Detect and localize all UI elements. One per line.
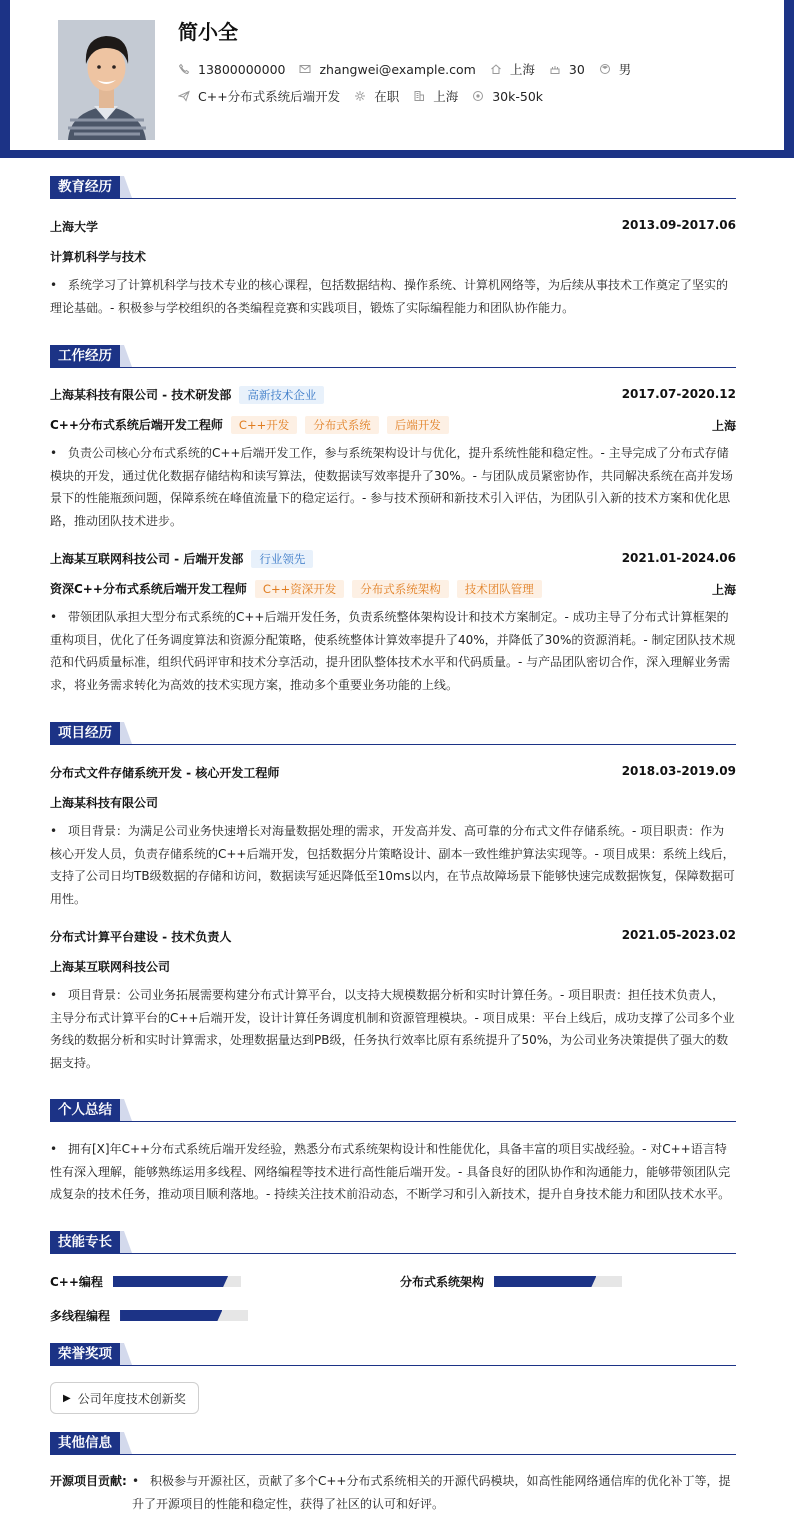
work-description: • 带领团队承担大型分布式系统的C++后端开发任务，负责系统整体架构设计和技术方案制定。- 成功主导了分布式计算框架的重构项目，优化了任务调度算法和资源分配策略，使系统整体计算效率提升了40%，并降低了30%的资源消耗。- 制定团队技术规范和代码质量标准，组织代码评审和技术分享活动，提升团队整体技术水平和代码质量。- 与产品团队密切合作，深入理解业务需求，将业务需求转化为高效的技术实现方案，推动多个重要业务功能的上线。	[50, 610, 736, 692]
project-row	[50, 764, 736, 781]
skill-tag: 后端开发	[387, 416, 449, 434]
email-item	[299, 62, 475, 77]
work-company-row	[50, 550, 736, 568]
work-company: 上海某科技有限公司 - 技术研发部	[50, 388, 232, 402]
phone-icon	[178, 63, 190, 75]
header-border-left	[0, 0, 10, 152]
job-title: 资深C++分布式系统后端开发工程师	[50, 582, 247, 596]
title-tail-decoration	[120, 1231, 132, 1253]
title-tail-decoration	[120, 1432, 132, 1454]
phone-item	[178, 62, 285, 77]
skill-name: 分布式系统架构	[400, 1275, 485, 1289]
award-name: 公司年度技术创新奖	[77, 1391, 186, 1406]
skill-item	[50, 1307, 248, 1324]
target-city: 上海	[433, 89, 459, 104]
header-border-bottom	[0, 150, 794, 158]
cake-icon	[549, 63, 561, 75]
section-education	[50, 176, 736, 199]
section-other	[50, 1432, 736, 1455]
job-status: 在职	[374, 89, 400, 104]
other-label: 开源项目贡献:	[50, 1474, 127, 1488]
edu-school-row	[50, 218, 736, 235]
award-item[interactable]	[50, 1382, 199, 1414]
project-description-text: 项目背景：为满足公司业务快速增长对海量数据处理的需求，开发高并发、高可靠的分布式文件存储系统。- 项目职责：作为核心开发人员，负责存储系统的C++后端开发，包括数据分片策略设计、副本一致性维护算法实现等。- 项目成果：系统上线后，支持了公司日均TB级数据的存储和访问，数据读写延迟降低至10ms以内，在节点故障场景下能够快速完成数据恢复，保障数据可用性。	[50, 824, 735, 906]
edu-period: 2013.09-2017.06	[621, 218, 736, 232]
work-period: 2017.07-2020.12	[621, 387, 736, 401]
title-tail-decoration	[120, 1099, 132, 1121]
gender-value: 男	[618, 62, 632, 77]
summary-text-block: • 拥有[X]年C++分布式系统后端开发经验，熟悉分布式系统架构设计和性能优化，具备丰富的项目实战经验。- 对C++语言特性有深入理解，能够熟练运用多线程、网络编程等技术进行高性能后端开发。- 具备良好的团队协作和沟通能力，能够带领团队完成复杂的技术任务，推动项目顺利落地。- 持续关注技术前沿动态，不断学习和引入新技术，提升自身技术能力和团队技术水平。	[50, 1142, 731, 1201]
gender-icon	[599, 63, 611, 75]
work-description: • 负责公司核心分布式系统的C++后端开发工作，参与系统架构设计与优化，提升系统性能和稳定性。- 主导完成了分布式存储模块的开发，通过优化数据存储结构和读写算法，使数据读写效率提升了30%。- 与团队成员紧密协作，共同解决系统在高并发场景下的性能瓶颈问题，保障系统在峰值流量下的稳定运行。- 参与技术预研和新技术引入评估，为团队引入新的技术方案和优化思路，推动团队技术进步。	[50, 446, 733, 528]
gear-icon	[354, 90, 366, 102]
resume-header	[10, 0, 784, 150]
project-name: 分布式计算平台建设 - 技术负责人	[50, 930, 232, 944]
edu-description: • 系统学习了计算机科学与技术专业的核心课程，包括数据结构、操作系统、计算机网络等，为后续从事技术工作奠定了坚实的理论基础。- 积极参与学校组织的各类编程竞赛和实践项目，锻炼了实际编程能力和团队协作能力。	[50, 278, 729, 315]
summary-text: 拥有[X]年C++分布式系统后端开发经验，熟悉分布式系统架构设计和性能优化，具备丰富的项目实战经验。- 对C++语言特性有深入理解，能够熟练运用多线程、网络编程等技术进行高性能后端开发。- 具备良好的团队协作和沟通能力，能够带领团队完成复杂的技术任务，推动项目顺利落地。- 持续关注技术前沿动态，不断学习和引入新技术，提升自身技术能力和团队技术水平。	[50, 1142, 731, 1201]
section-summary	[50, 1099, 736, 1122]
home-icon	[490, 63, 502, 75]
status-item	[354, 87, 399, 105]
target-position-item	[178, 87, 340, 105]
project-description: • 项目背景：公司业务拓展需要构建分布式计算平台，以支持大规模数据分析和实时计算任务。- 项目职责：担任技术负责人，主导分布式计算平台的C++后端开发，设计计算任务调度机制和资源管理模块。- 项目成果：平台上线后，成功支撑了公司多个业务线的数据分析和实时计算需求，处理数据量达到PB级，任务执行效率比原有系统提升了50%，为公司业务决策提供了强大的数据支持。	[50, 988, 735, 1070]
skill-tag: 分布式系统	[305, 416, 379, 434]
skill-item	[400, 1273, 622, 1290]
project-name: 分布式文件存储系统开发 - 核心开发工程师	[50, 766, 280, 780]
school-name: 上海大学	[50, 220, 99, 234]
skill-level-fill	[120, 1310, 222, 1321]
title-tail-decoration	[120, 176, 132, 198]
project-period: 2021.05-2023.02	[621, 928, 736, 942]
project-company: 上海某互联网科技公司	[50, 960, 171, 974]
title-tail-decoration	[120, 345, 132, 367]
company-tag: 行业领先	[251, 550, 313, 568]
section-title: 技能专长	[50, 1231, 120, 1253]
skill-tag: 分布式系统架构	[352, 580, 449, 598]
edu-major: 计算机科学与技术	[50, 250, 147, 264]
salary-item	[472, 89, 543, 104]
skill-name: 多线程编程	[50, 1309, 111, 1323]
title-tail-decoration	[120, 1343, 132, 1365]
project-company: 上海某科技有限公司	[50, 796, 159, 810]
company-tag: 高新技术企业	[239, 386, 324, 404]
section-projects	[50, 722, 736, 745]
target-position: C++分布式系统后端开发	[198, 89, 341, 104]
section-skills	[50, 1231, 736, 1254]
phone-number: 13800000000	[198, 61, 286, 77]
header-border-right	[784, 0, 794, 152]
send-icon	[178, 90, 190, 102]
section-title: 项目经历	[50, 722, 120, 744]
contact-row	[178, 60, 645, 78]
work-title-row	[50, 580, 736, 598]
section-title: 荣誉奖项	[50, 1343, 120, 1365]
skill-tag: 技术团队管理	[457, 580, 542, 598]
section-title: 教育经历	[50, 176, 120, 198]
age-item	[549, 62, 585, 77]
work-description-text: 负责公司核心分布式系统的C++后端开发工作，参与系统架构设计与优化，提升系统性能和稳定性。- 主导完成了分布式存储模块的开发，通过优化数据存储结构和读写算法，使数据读写效率提升了30%。- 与团队成员紧密协作，共同解决系统在高并发场景下的性能瓶颈问题，保障系统在峰值流量下的稳定运行。- 参与技术预研和新技术引入评估，为团队引入新的技术方案和优化思路，推动团队技术进步。	[50, 446, 733, 528]
section-title: 个人总结	[50, 1099, 120, 1121]
work-company: 上海某互联网科技公司 - 后端开发部	[50, 552, 244, 566]
skill-level-fill	[113, 1276, 228, 1287]
candidate-name: 简小全	[178, 20, 238, 44]
mail-icon	[299, 63, 311, 75]
project-description-text: 项目背景：公司业务拓展需要构建分布式计算平台，以支持大规模数据分析和实时计算任务。- 项目职责：担任技术负责人，主导分布式计算平台的C++后端开发，设计计算任务调度机制和资源管理模块。- 项目成果：平台上线后，成功支撑了公司多个业务线的数据分析和实时计算需求，处理数据量达到PB级，任务执行效率比原有系统提升了50%，为公司业务决策提供了强大的数据支持。	[50, 988, 735, 1070]
building-icon	[413, 90, 425, 102]
section-honors	[50, 1343, 736, 1366]
city-value: 上海	[509, 62, 535, 77]
section-work	[50, 345, 736, 368]
work-company-row	[50, 386, 736, 404]
job-title: C++分布式系统后端开发工程师	[50, 418, 223, 432]
skill-item	[50, 1273, 241, 1290]
skill-tag: C++资深开发	[255, 580, 344, 598]
email-address: zhangwei@example.com	[319, 61, 476, 77]
project-period: 2018.03-2019.09	[621, 764, 736, 778]
edu-description-text: 系统学习了计算机科学与技术专业的核心课程，包括数据结构、操作系统、计算机网络等，为后续从事技术工作奠定了坚实的理论基础。- 积极参与学校组织的各类编程竞赛和实践项目，锻炼了实际编程能力和团队协作能力。	[50, 278, 729, 315]
skill-level-fill	[494, 1276, 596, 1287]
gender-item	[599, 60, 632, 78]
title-tail-decoration	[120, 722, 132, 744]
salary-expectation: 30k-50k	[492, 88, 544, 104]
work-period: 2021.01-2024.06	[621, 551, 736, 565]
project-description: • 项目背景：为满足公司业务快速增长对海量数据处理的需求，开发高并发、高可靠的分布式文件存储系统。- 项目职责：作为核心开发人员，负责存储系统的C++后端开发，包括数据分片策略设计、副本一致性维护算法实现等。- 项目成果：系统上线后，支持了公司日均TB级数据的存储和访问，数据读写延迟降低至10ms以内，在节点故障场景下能够快速完成数据恢复，保障数据可用性。	[50, 824, 735, 906]
work-title-row	[50, 416, 736, 434]
city-item	[490, 60, 535, 78]
coin-icon	[472, 90, 484, 102]
work-location: 上海	[711, 583, 736, 597]
work-description-text: 带领团队承担大型分布式系统的C++后端开发任务，负责系统整体架构设计和技术方案制定。- 成功主导了分布式计算框架的重构项目，优化了任务调度算法和资源分配策略，使系统整体计算效率提升了40%，并降低了30%的资源消耗。- 制定团队技术规范和代码质量标准，组织代码评审和技术分享活动，提升团队整体技术水平和代码质量。- 与产品团队密切合作，深入理解业务需求，将业务需求转化为高效的技术实现方案，推动多个重要业务功能的上线。	[50, 610, 736, 692]
job-intent-row	[178, 87, 557, 105]
skill-name: C++编程	[50, 1275, 103, 1289]
section-title: 其他信息	[50, 1432, 120, 1454]
other-text-block: • 积极参与开源社区，贡献了多个C++分布式系统相关的开源代码模块，如高性能网络通信库的优化补丁等，提升了开源项目的性能和稳定性，获得了社区的认可和好评。	[132, 1474, 731, 1511]
avatar	[58, 20, 155, 140]
work-location: 上海	[711, 419, 736, 433]
skill-level-bar	[494, 1276, 622, 1287]
age-value: 30	[568, 61, 585, 77]
skill-level-bar	[113, 1276, 241, 1287]
project-row	[50, 928, 736, 945]
other-text: 积极参与开源社区，贡献了多个C++分布式系统相关的开源代码模块，如高性能网络通信库的优化补丁等，提升了开源项目的性能和稳定性，获得了社区的认可和好评。	[132, 1474, 731, 1511]
target-city-item	[413, 87, 458, 105]
section-title: 工作经历	[50, 345, 120, 367]
play-triangle-icon: ▶	[63, 1392, 71, 1404]
skill-tag: C++开发	[231, 416, 297, 434]
skill-level-bar	[120, 1310, 248, 1321]
